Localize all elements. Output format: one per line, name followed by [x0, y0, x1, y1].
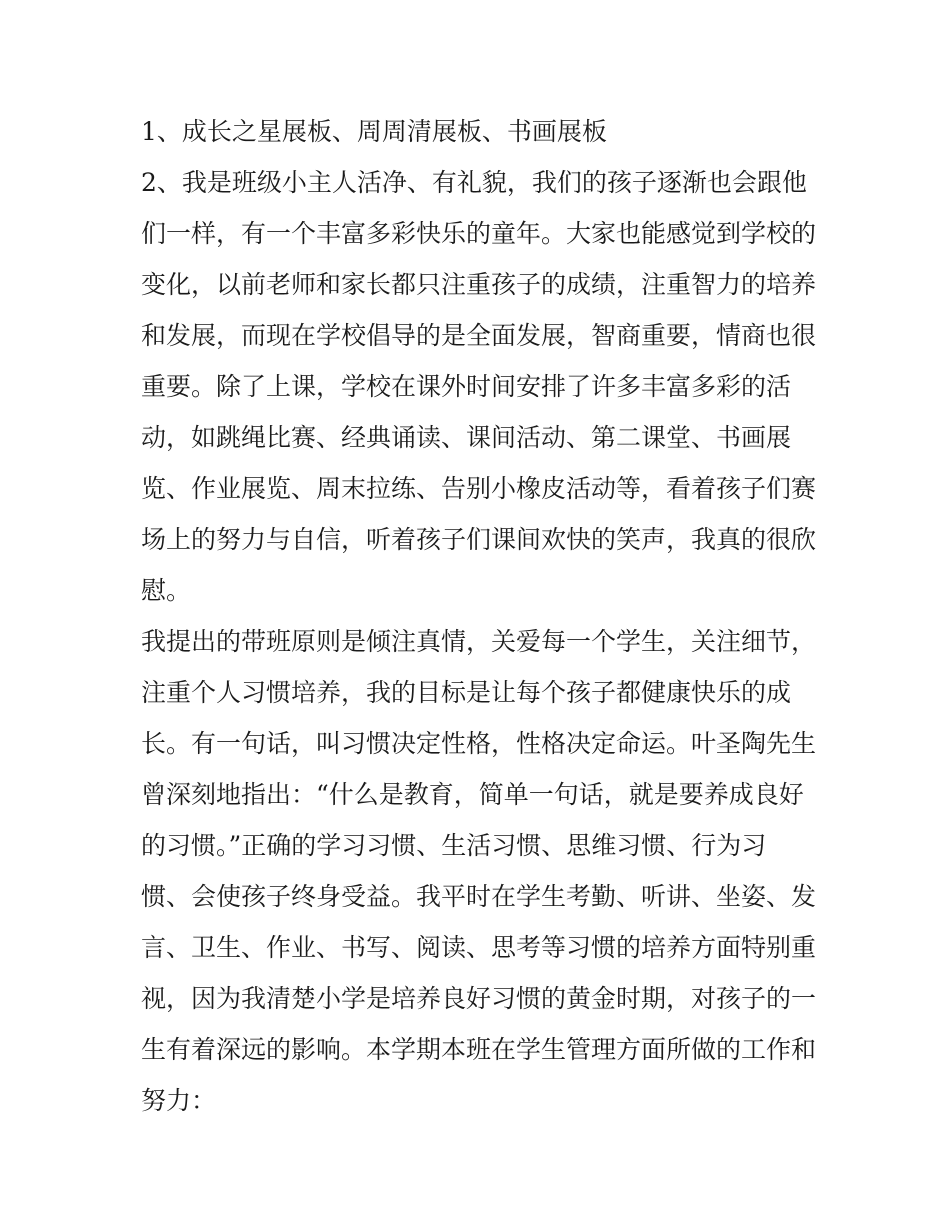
text-line-4: 变化，以前老师和家长都只注重孩子的成绩，注重智力的培养 [141, 270, 817, 299]
text-line-16: 惯、会使孩子终身受益。我平时在学生考勤、听讲、坐姿、发 [141, 882, 817, 911]
text-line-18: 视，因为我清楚小学是培养良好习惯的黄金时期，对孩子的一 [141, 984, 817, 1013]
text-line-19: 生有着深远的影响。本学期本班在学生管理方面所做的工作和 [141, 1035, 817, 1064]
text-line-11: 我提出的带班原则是倾注真情，关爱每一个学生，关注细节， [141, 627, 817, 656]
text-line-20: 努力： [141, 1086, 217, 1115]
text-line-12: 注重个人习惯培养，我的目标是让每个孩子都健康快乐的成 [141, 678, 792, 707]
text-line-1: 1、成长之星展板、周周清展板、书画展板 [141, 117, 607, 146]
text-line-3: 们一样，有一个丰富多彩快乐的童年。大家也能感觉到学校的 [141, 219, 817, 248]
text-line-14: 曾深刻地指出：“什么是教育，简单一句话，就是要养成良好 [141, 780, 804, 809]
text-line-5: 和发展，而现在学校倡导的是全面发展，智商重要，情商也很 [141, 321, 817, 350]
text-line-17: 言、卫生、作业、书写、阅读、思考等习惯的培养方面特别重 [141, 933, 817, 962]
text-line-15: 的习惯。”正确的学习习惯、生活习惯、思维习惯、行为习 [141, 831, 767, 860]
text-line-6: 重要。除了上课，学校在课外时间安排了许多丰富多彩的活 [141, 372, 792, 401]
text-line-9: 场上的努力与自信，听着孩子们课间欢快的笑声，我真的很欣 [141, 525, 817, 554]
text-line-10: 慰。 [141, 576, 192, 605]
text-line-2: 2、我是班级小主人活净、有礼貌，我们的孩子逐渐也会跟他 [141, 168, 807, 197]
text-line-7: 动，如跳绳比赛、经典诵读、课间活动、第二课堂、书画展 [141, 423, 792, 452]
body-text [141, 106, 821, 1126]
text-line-8: 览、作业展览、周末拉练、告别小橡皮活动等，看着孩子们赛 [141, 474, 817, 503]
text-line-13: 长。有一句话，叫习惯决定性格，性格决定命运。叶圣陶先生 [141, 729, 817, 758]
